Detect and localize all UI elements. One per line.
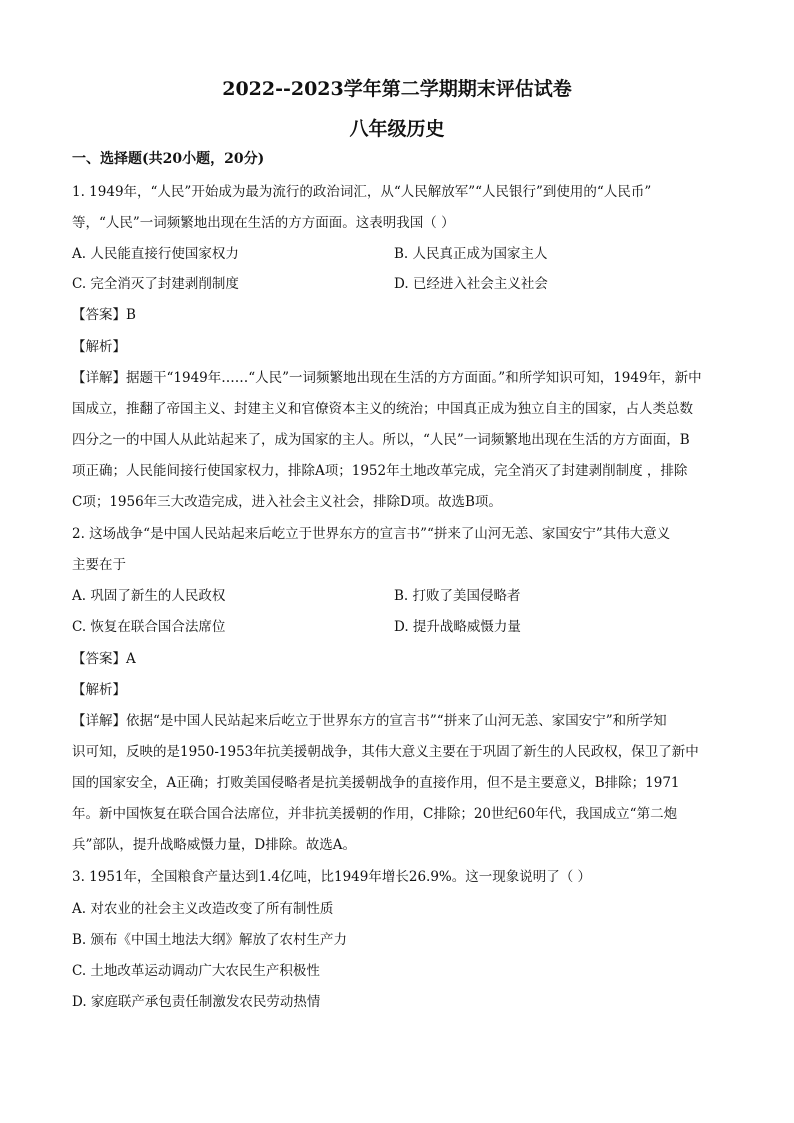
q3-option-b: B. 颁布《中国土地法大纲》解放了农村生产力 — [72, 932, 348, 948]
q3-option-d: D. 家庭联产承包责任制激发农民劳动热情 — [72, 994, 321, 1010]
q1-stem-line-2: 等，“人民”一词频繁地出现在生活的方方面面。这表明我国（ ） — [72, 215, 455, 231]
q3-option-c: C. 土地改革运动调动广大农民生产积极性 — [72, 963, 320, 979]
q2-stem-line-1: 2. 这场战争“是中国人民站起来后屹立于世界东方的宣言书”“拼来了山河无恙、家国安宁”其伟大意义 — [72, 526, 671, 542]
q2-detail-line: 年。新中国恢复在联合国合法席位，并非抗美援朝的作用，C排除；20世纪60年代，我国成立“第二炮 — [72, 806, 678, 822]
q2-detail-line: 【详解】依据“是中国人民站起来后屹立于世界东方的宣言书”“拼来了山河无恙、家国安宁”和所学知 — [72, 713, 667, 729]
q2-stem-line-2: 主要在于 — [72, 557, 126, 573]
q1-option-d: D. 已经进入社会主义社会 — [394, 276, 548, 292]
q1-detail-line: 【详解】据题干“1949年……“人民”一词频繁地出现在生活的方方面面。”和所学知识可知，1949年，新中 — [72, 370, 702, 386]
q2-detail-line: 兵”部队，提升战略威慑力量，D排除。故选A。 — [72, 837, 356, 853]
page-title: 2022--2023学年第二学期期末评估试卷 — [222, 78, 572, 100]
page-subtitle: 八年级历史 — [349, 118, 445, 140]
q1-answer: 【答案】B — [72, 307, 136, 323]
q2-analysis-label: 【解析】 — [72, 682, 126, 698]
q2-answer: 【答案】A — [72, 651, 136, 667]
q2-detail-line: 识可知，反映的是1950-1953年抗美援朝战争，其伟大意义主要在于巩固了新生的人民政权，保卫了新中 — [72, 744, 699, 760]
q3-option-a: A. 对农业的社会主义改造改变了所有制性质 — [72, 901, 334, 917]
q1-option-a: A. 人民能直接行使国家权力 — [72, 246, 239, 262]
q2-detail-line: 国的国家安全，A正确；打败美国侵略者是抗美援朝战争的直接作用，但不是主要意义，B排除；1971 — [72, 775, 680, 791]
section-heading: 一、选择题(共20小题，20分) — [72, 151, 265, 167]
q2-option-d: D. 提升战略威慑力量 — [394, 619, 521, 635]
q1-detail-line: 四分之一的中国人从此站起来了，成为国家的主人。所以，“人民”一词频繁地出现在生活的方方面面，B — [72, 432, 690, 448]
q1-analysis-label: 【解析】 — [72, 339, 126, 355]
q1-detail-line: C项；1956年三大改造完成，进入社会主义社会，排除D项。故选B项。 — [72, 494, 502, 510]
q1-option-b: B. 人民真正成为国家主人 — [394, 246, 548, 262]
q1-detail-line: 国成立，推翻了帝国主义、封建主义和官僚资本主义的统治；中国真正成为独立自主的国家，占人类总数 — [72, 401, 693, 417]
q2-option-b: B. 打败了美国侵略者 — [394, 588, 521, 604]
q3-stem-line-1: 3. 1951年，全国粮食产量达到1.4亿吨，比1949年增长26.9%。这一现象说明了（ ） — [72, 869, 592, 885]
q1-stem-line-1: 1. 1949年，“人民”开始成为最为流行的政治词汇，从“人民解放军”“人民银行”到使用的“人民币” — [72, 184, 652, 200]
q1-detail-line: 项正确；人民能间接行使国家权力，排除A项；1952年土地改革完成，完全消灭了封建剥削制度 ，排除 — [72, 463, 688, 479]
q2-option-a: A. 巩固了新生的人民政权 — [72, 588, 226, 604]
q2-option-c: C. 恢复在联合国合法席位 — [72, 619, 226, 635]
q1-option-c: C. 完全消灭了封建剥削制度 — [72, 276, 239, 292]
